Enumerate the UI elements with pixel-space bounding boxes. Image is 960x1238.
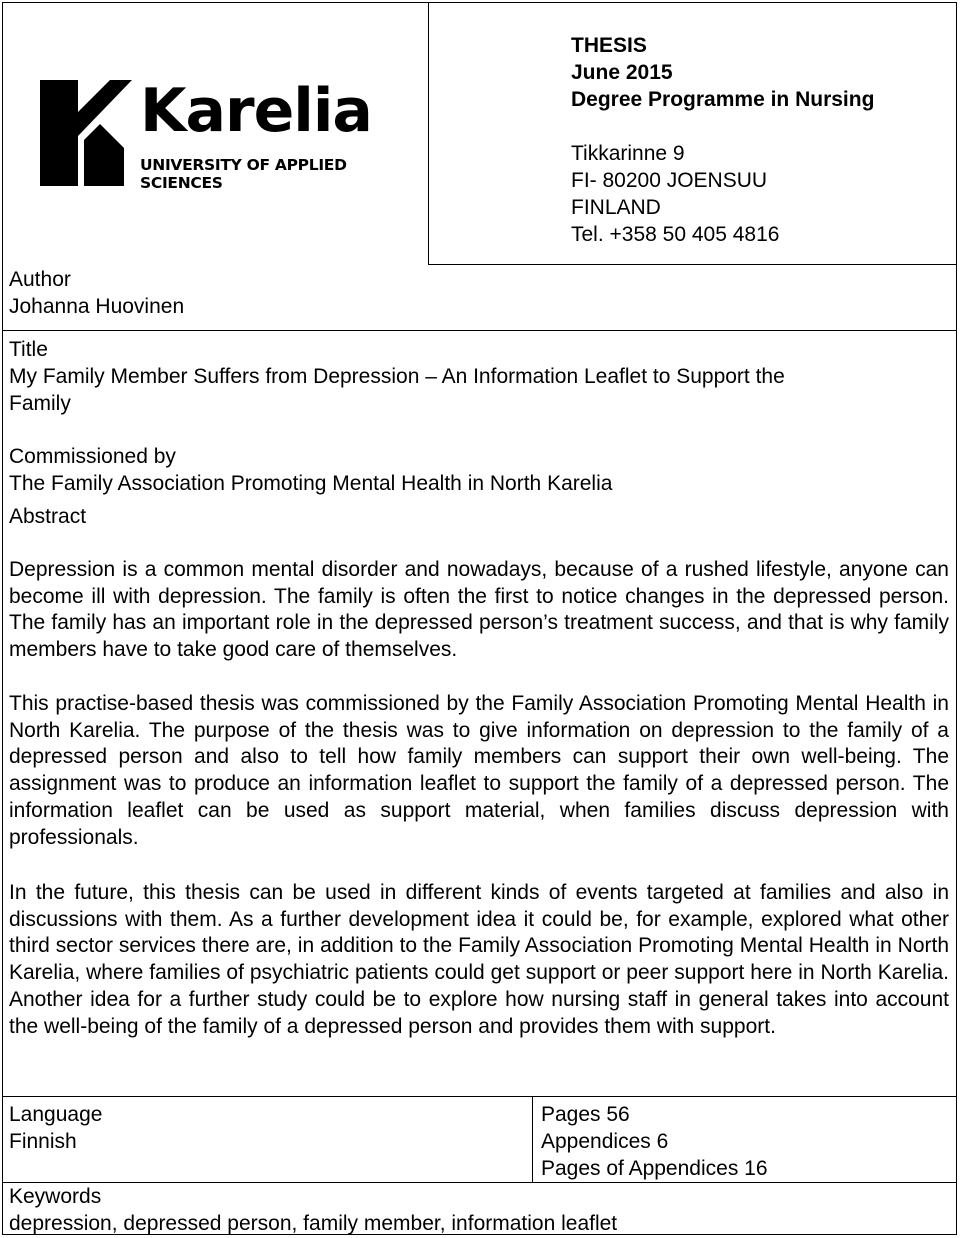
language-value: Finnish	[9, 1130, 77, 1153]
thesis-title-line1: My Family Member Suffers from Depression – An Information Leaflet to Support the	[9, 365, 785, 388]
author-label: Author	[9, 268, 71, 291]
doc-date: June 2015	[571, 61, 673, 84]
abstract-label: Abstract	[9, 505, 87, 528]
address-phone: Tel. +358 50 405 4816	[571, 223, 780, 246]
abstract-paragraph-3: In the future, this thesis can be used in different kinds of events targeted at families and also in discussions with them. As a further development idea it could be, for example, explored what other third sector services there are, in addition to the Family Association Promoting Mental Health in North Karelia, where families of psychiatric patients could get support or peer support here in North Karelia. Another idea for a further study could be to explore how nursing staff in general takes into account the well-being of the family of a depressed person and provides them with support.	[9, 881, 949, 1038]
logo-subtitle: UNIVERSITY OF APPLIED SCIENCES	[140, 156, 347, 192]
keywords-label: Keywords	[9, 1185, 102, 1208]
author-bottom-rule	[2, 330, 957, 331]
pages-divider	[532, 1096, 533, 1182]
language-bottom-rule	[2, 1182, 957, 1183]
appendices-count: Appendices 6	[541, 1130, 669, 1153]
commissioned-value: The Family Association Promoting Mental Health in North Karelia	[9, 472, 613, 495]
keywords-value: depression, depressed person, family member, information leaflet	[9, 1212, 618, 1235]
author-name: Johanna Huovinen	[9, 295, 185, 318]
header-bottom-rule	[428, 264, 957, 265]
address-country: FINLAND	[571, 196, 661, 219]
header-divider	[428, 2, 429, 264]
abstract-bottom-rule	[2, 1096, 957, 1097]
abstract-paragraph-1: Depression is a common mental disorder and nowadays, because of a rushed lifestyle, anyone can become ill with depression. The family is often the first to notice changes in the depressed person. The family has an important role in the depressed person’s treatment success, and that is why family members have to take good care of themselves.	[9, 558, 949, 662]
appendix-pages-count: Pages of Appendices 16	[541, 1157, 768, 1180]
logo-wordmark: Karelia	[140, 76, 372, 146]
karelia-logo	[40, 76, 420, 192]
doc-type: THESIS	[571, 34, 647, 57]
thesis-title-line2: Family	[9, 392, 71, 415]
address-postcode: FI- 80200 JOENSUU	[571, 169, 768, 192]
title-label: Title	[9, 338, 48, 361]
abstract-paragraph-2: This practise-based thesis was commissioned by the Family Association Promoting Mental Health in North Karelia. The purpose of the thesis was to give information on depression to the family of a depressed person and also to tell how family members can support their own well-being. The assignment was to produce an information leaflet to support the family of a depressed person. The information leaflet can be used as support material, when families discuss depression with professionals.	[9, 692, 949, 849]
degree-programme: Degree Programme in Nursing	[571, 88, 875, 111]
pages-count: Pages 56	[541, 1103, 630, 1126]
commissioned-label: Commissioned by	[9, 445, 176, 468]
language-label: Language	[9, 1103, 103, 1126]
address-street: Tikkarinne 9	[571, 142, 685, 165]
